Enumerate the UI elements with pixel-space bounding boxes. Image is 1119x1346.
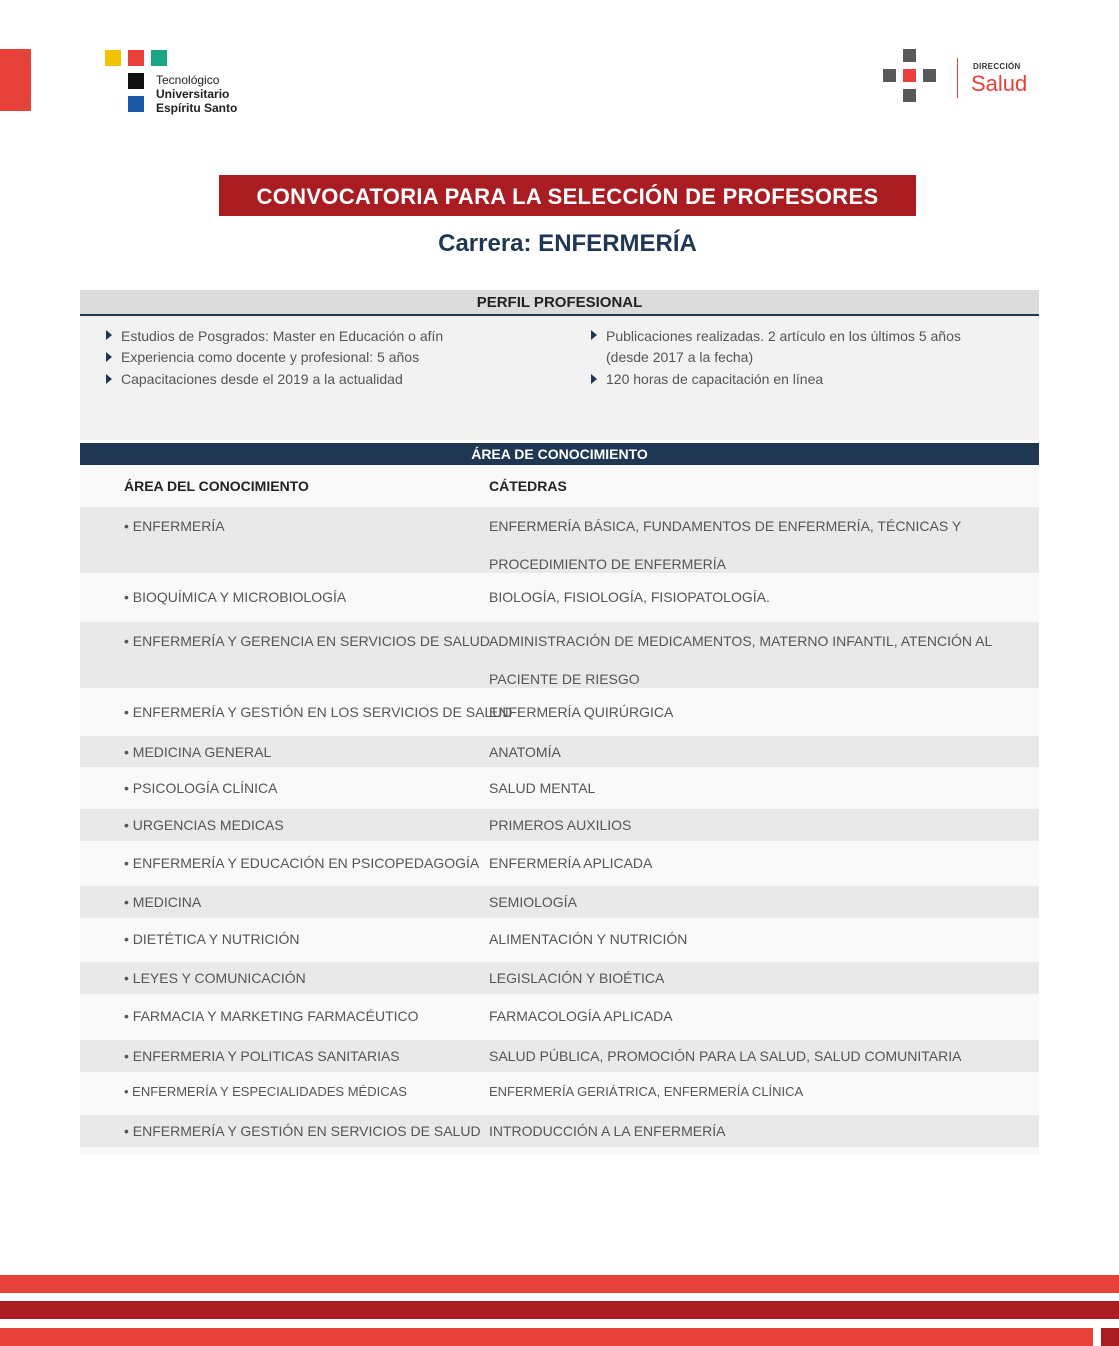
table-row	[80, 1072, 1039, 1115]
bullet-arrow-icon	[106, 330, 112, 340]
catedras-cell: BIOLOGÍA, FISIOLOGÍA, FISIOPATOLOGÍA.	[489, 589, 770, 605]
salud-logo-divider	[957, 58, 958, 98]
bullet-arrow-icon	[591, 374, 597, 384]
area-cell: • PSICOLOGÍA CLÍNICA	[124, 780, 278, 796]
catedras-cell: LEGISLACIÓN Y BIOÉTICA	[489, 970, 665, 986]
area-cell: • ENFERMERÍA	[124, 518, 225, 534]
area-cell: • MEDICINA	[124, 894, 202, 910]
page-subtitle: Carrera: ENFERMERÍA	[438, 230, 697, 257]
salud-logo-big-text: Salud	[971, 71, 1028, 96]
area-header: ÁREA DE CONOCIMIENTO	[80, 443, 1039, 465]
catedras-cell: ADMINISTRACIÓN DE MEDICAMENTOS, MATERNO INFANTIL, ATENCIÓN AL PACIENTE DE RIESGO	[489, 633, 992, 687]
itsu-logo-line2: Universitario	[156, 87, 230, 101]
perfil-item: Estudios de Posgrados: Master en Educación o afín	[121, 328, 444, 344]
catedras-cell: SEMIOLOGÍA	[489, 894, 577, 910]
table-row	[80, 962, 1039, 994]
area-cell: • URGENCIAS MEDICAS	[124, 817, 284, 833]
area-cell: • BIOQUÍMICA Y MICROBIOLOGÍA	[124, 589, 347, 605]
area-cell: • ENFERMERÍA Y ESPECIALIDADES MÉDICAS	[124, 1084, 407, 1099]
table-row	[80, 841, 1039, 886]
page-title: CONVOCATORIA PARA LA SELECCIÓN DE PROFESORES	[219, 175, 916, 216]
area-cell: • MEDICINA GENERAL	[124, 744, 272, 760]
table-row	[80, 886, 1039, 918]
logo-square-blue	[128, 96, 144, 112]
perfil-item: Publicaciones realizadas. 2 artículo en los últimos 5 años (desde 2017 a la fecha)	[606, 328, 961, 365]
table-row	[80, 994, 1039, 1040]
left-accent-bar	[0, 49, 31, 111]
table-header-row	[80, 465, 1039, 507]
itsu-logo-line1: Tecnológico	[156, 73, 220, 87]
table-bottom-margin	[80, 1147, 1039, 1155]
cross-square-left	[883, 69, 896, 82]
table-row	[80, 622, 1039, 688]
catedras-cell: ALIMENTACIÓN Y NUTRICIÓN	[489, 931, 688, 947]
footer-corner-block	[1101, 1328, 1119, 1346]
perfil-header: PERFIL PROFESIONAL	[80, 290, 1039, 316]
bullet-arrow-icon	[106, 352, 112, 362]
area-cell: • LEYES Y COMUNICACIÓN	[124, 970, 306, 986]
column-header-area: ÁREA DEL CONOCIMIENTO	[124, 478, 309, 494]
table-row	[80, 918, 1039, 962]
area-cell: • ENFERMERÍA Y EDUCACIÓN EN PSICOPEDAGOGÍA	[124, 855, 480, 871]
column-header-catedras: CÁTEDRAS	[489, 478, 567, 494]
logo-square-black	[128, 73, 144, 89]
perfil-item: Experiencia como docente y profesional: 5 años	[121, 349, 420, 365]
footer-stripe-1	[0, 1275, 1119, 1293]
cross-square-center	[903, 69, 916, 82]
catedras-cell: ENFERMERÍA APLICADA	[489, 855, 653, 871]
area-cell: • DIETÉTICA Y NUTRICIÓN	[124, 931, 300, 947]
catedras-cell: INTRODUCCIÓN A LA ENFERMERÍA	[489, 1123, 726, 1139]
catedras-cell: PRIMEROS AUXILIOS	[489, 817, 632, 833]
cross-square-bottom	[903, 89, 916, 102]
table-row	[80, 573, 1039, 622]
logo-square-green	[151, 50, 167, 66]
salud-logo-small-text: DIRECCIÓN	[973, 62, 1021, 71]
itsu-logo-text	[156, 73, 237, 115]
area-cell: • ENFERMERÍA Y GESTIÓN EN LOS SERVICIOS DE SALUD	[124, 704, 513, 720]
logo-square-red	[128, 50, 144, 66]
catedras-cell: SALUD MENTAL	[489, 780, 596, 796]
table-row	[80, 809, 1039, 841]
cross-square-top	[903, 49, 916, 62]
table-row	[80, 507, 1039, 573]
catedras-cell: ENFERMERÍA BÁSICA, FUNDAMENTOS DE ENFERMERÍA, TÉCNICAS Y PROCEDIMIENTO DE ENFERMERÍA	[489, 518, 961, 572]
footer-stripe-3	[0, 1328, 1093, 1346]
table-row	[80, 688, 1039, 736]
cross-square-right-a	[923, 69, 936, 82]
perfil-item: 120 horas de capacitación en línea	[606, 371, 824, 387]
footer-stripe-2	[0, 1301, 1119, 1319]
table-row	[80, 767, 1039, 809]
logo-square-yellow	[105, 50, 121, 66]
area-cell: • FARMACIA Y MARKETING FARMACÉUTICO	[124, 1008, 419, 1024]
bullet-arrow-icon	[106, 374, 112, 384]
table-row	[80, 736, 1039, 767]
area-cell: • ENFERMERÍA Y GESTIÓN EN SERVICIOS DE SALUD	[124, 1123, 481, 1139]
catedras-cell: ENFERMERÍA GERIÁTRICA, ENFERMERÍA CLÍNICA	[489, 1084, 804, 1099]
catedras-cell: FARMACOLOGÍA APLICADA	[489, 1008, 673, 1024]
itsu-logo-line3: Espíritu Santo	[156, 101, 238, 115]
catedras-cell: SALUD PÚBLICA, PROMOCIÓN PARA LA SALUD, SALUD COMUNITARIA	[489, 1048, 962, 1064]
catedras-cell: ANATOMÍA	[489, 744, 561, 760]
perfil-item: Capacitaciones desde el 2019 a la actualidad	[121, 371, 403, 387]
table-row	[80, 1115, 1039, 1147]
area-cell: • ENFERMERÍA Y GERENCIA EN SERVICIOS DE SALUD	[124, 633, 490, 649]
table-row	[80, 1040, 1039, 1072]
catedras-cell: ENFERMERÍA QUIRÚRGICA	[489, 704, 674, 720]
area-table	[80, 465, 1039, 1155]
area-cell: • ENFERMERIA Y POLITICAS SANITARIAS	[124, 1048, 400, 1064]
bullet-arrow-icon	[591, 330, 597, 340]
